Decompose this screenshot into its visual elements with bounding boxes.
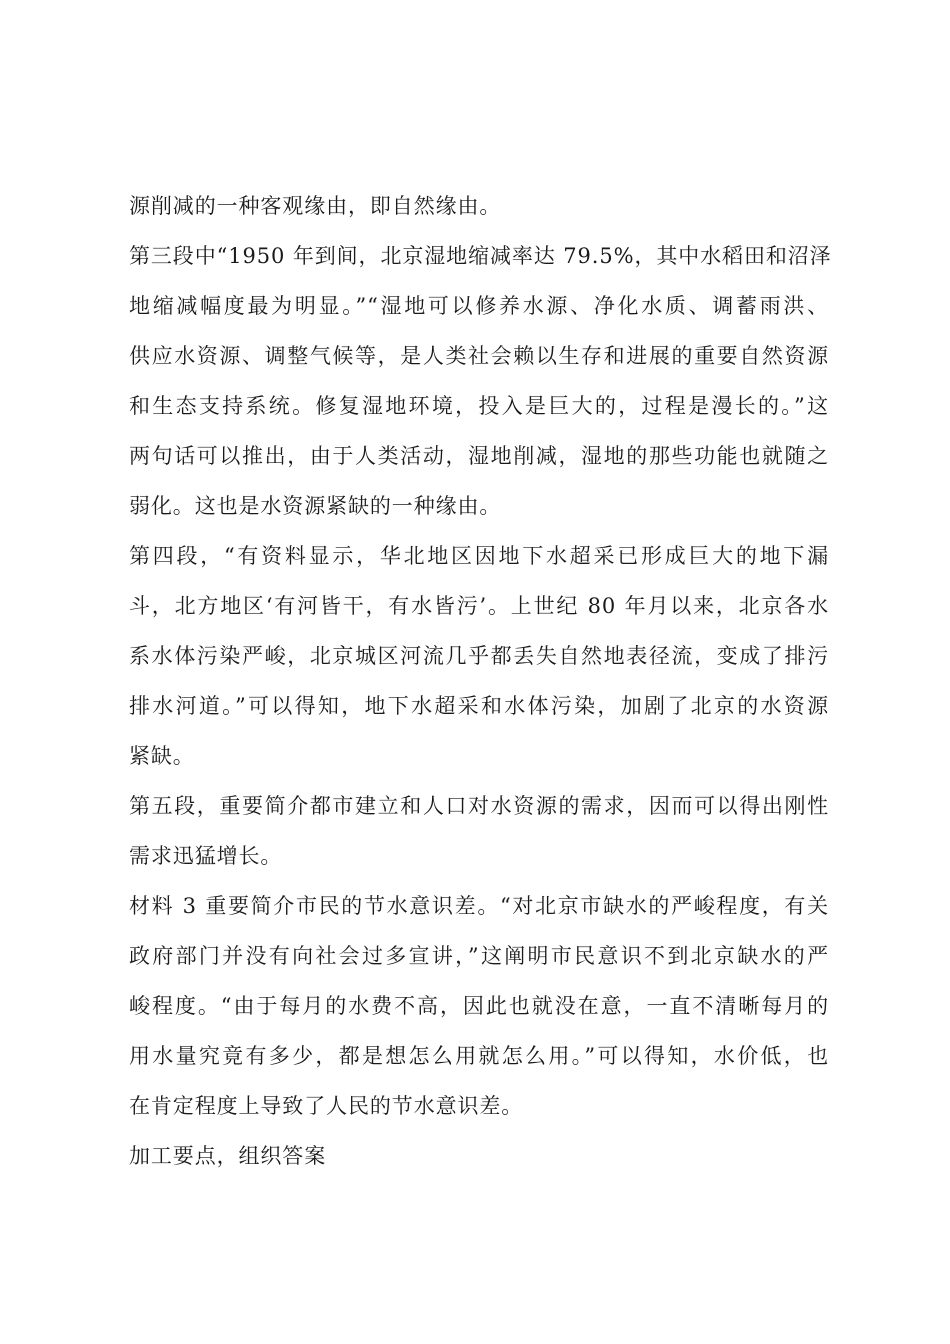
text-line: 第四段，“有资料显示，华北地区因地下水超采已形成巨大的地下漏 xyxy=(129,544,829,568)
text-line: 斗，北方地区‘有河皆干，有水皆污’。上世纪 80 年月以来，北京各水 xyxy=(129,594,829,618)
text-line: 两句话可以推出，由于人类活动，湿地削减，湿地的那些功能也就随之 xyxy=(129,444,829,468)
text-line: 地缩减幅度最为明显。”“湿地可以修养水源、净化水质、调蓄雨洪、 xyxy=(129,294,829,318)
text-line: 峻程度。“由于每月的水费不高，因此也就没在意，一直不清晰每月的 xyxy=(129,994,829,1018)
text-line: 用水量究竟有多少，都是想怎么用就怎么用。”可以得知，水价低，也 xyxy=(129,1044,829,1068)
text-line: 在肯定程度上导致了人民的节水意识差。 xyxy=(129,1094,524,1118)
text-line: 加工要点，组织答案 xyxy=(129,1144,327,1168)
text-line: 源削减的一种客观缘由，即自然缘由。 xyxy=(129,194,502,218)
text-line: 供应水资源、调整气候等，是人类社会赖以生存和进展的重要自然资源 xyxy=(129,344,829,368)
text-line: 紧缺。 xyxy=(129,744,195,768)
text-line: 弱化。这也是水资源紧缺的一种缘由。 xyxy=(129,494,502,518)
text-line: 第三段中“1950 年到间，北京湿地缩减率达 79.5%，其中水稻田和沼泽 xyxy=(129,244,832,268)
text-line: 政府部门并没有向社会过多宣讲，”这阐明市民意识不到北京缺水的严 xyxy=(129,944,829,968)
text-line: 第五段，重要简介都市建立和人口对水资源的需求，因而可以得出刚性 xyxy=(129,794,829,818)
text-line: 系水体污染严峻，北京城区河流几乎都丢失自然地表径流，变成了排污 xyxy=(129,644,829,668)
text-line: 材料 3 重要简介市民的节水意识差。“对北京市缺水的严峻程度，有关 xyxy=(129,894,829,918)
text-line: 排水河道。”可以得知，地下水超采和水体污染，加剧了北京的水资源 xyxy=(129,694,829,718)
text-line: 和生态支持系统。修复湿地环境，投入是巨大的，过程是漫长的。”这 xyxy=(129,394,829,418)
text-line: 需求迅猛增长。 xyxy=(129,844,283,868)
